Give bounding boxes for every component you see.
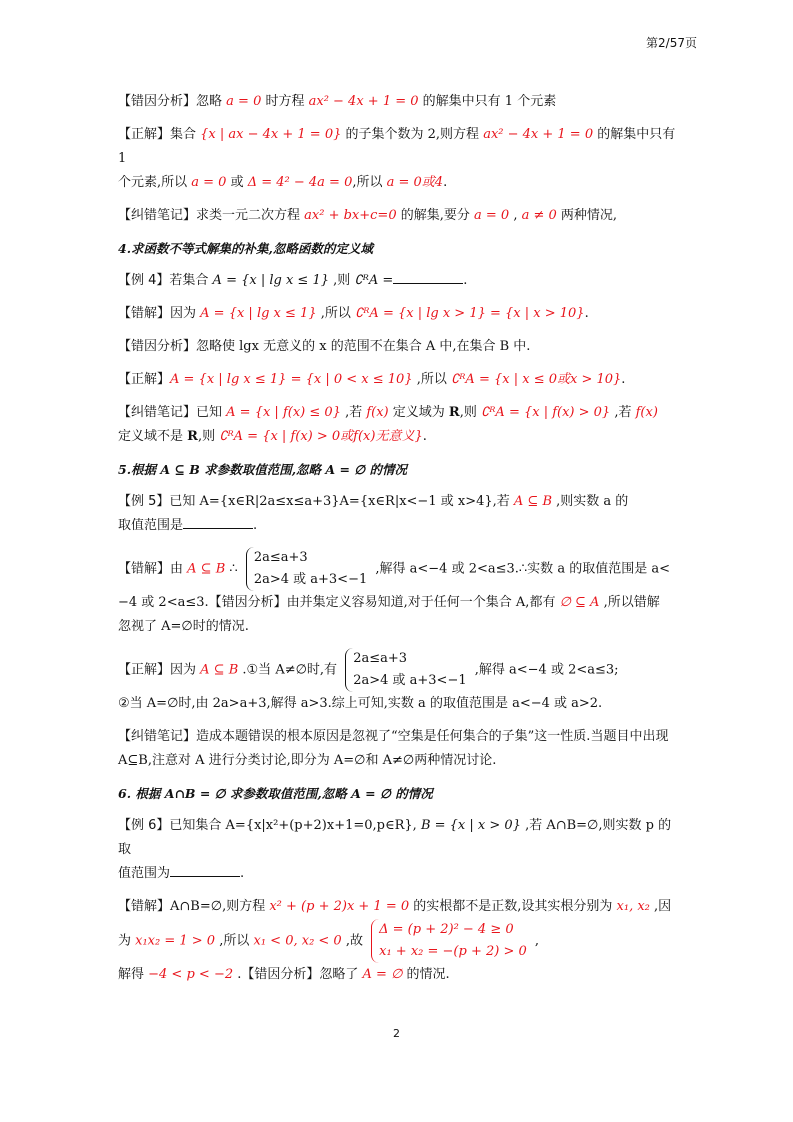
error-cause-4: 【错因分析】忽略使 lgx 无意义的 x 的范围不在集合 A 中,在集合 B 中. <box>118 339 531 354</box>
page-header: 第2/57页 <box>646 36 697 50</box>
example-6: 【例 6】已知集合 A={x|x²+(p+2)x+1=0,p∈R}, B = {x | x > 0} ,若 A∩B=∅,则实数 p 的取 值范围为 . <box>118 818 672 881</box>
answer-blank <box>393 269 463 284</box>
condition-system: Δ = (p + 2)² − 4 ≥ 0 x₁ + x₂ = −(p + 2) > 0 <box>371 919 527 963</box>
correct-solution-paragraph: 【正解】集合 {x | ax − 4x + 1 = 0} 的子集个数为 2,则方程 ax² − 4x + 1 = 0 的解集中只有 1 个元素,所以 a = 0 或 Δ = 4² − 4a = 0,所以 a = 0或4. <box>118 127 676 190</box>
inequality-system: 2a≤a+3 2a>4 或 a+3<−1 <box>246 547 367 591</box>
answer-blank <box>183 514 253 529</box>
correction-note-4: 【纠错笔记】已知 A = {x | f(x) ≤ 0} ,若 f(x) 定义域为 R,则 ∁ᴿA = {x | f(x) > 0} ,若 f(x) 定义域不是 R,则 ∁ᴿA = {x | f(x) > 0或f(x)无意义}. <box>118 405 658 444</box>
section-heading-4: 4.求函数不等式解集的补集,忽略函数的定义域 <box>118 241 373 256</box>
inequality-system: 2a≤a+3 2a>4 或 a+3<−1 <box>345 648 466 692</box>
correction-note-paragraph: 【纠错笔记】求类一元二次方程 ax² + bx+c=0 的解集,要分 a = 0 , a ≠ 0 两种情况, <box>118 208 618 223</box>
correct-solution-4: 【正解】A = {x | lg x ≤ 1} = {x | 0 < x ≤ 10} ,所以 ∁ᴿA = {x | x ≤ 0或x > 10}. <box>118 372 626 387</box>
correct-solution-5: 【正解】因为 A ⊆ B .①当 A≠∅时,有 2a≤a+3 2a>4 或 a+3<−1 ,解得 a<−4 或 2<a≤3; ②当 A=∅时,由 2a>a+3,解得 a>3.综上可知,实数 a 的取值范围是 a<−4 或 a>2. <box>118 648 678 716</box>
correction-note-5: 【纠错笔记】造成本题错误的根本原因是忽视了“空集是任何集合的子集”这一性质.当题目中出现 A⊆B,注意对 A 进行分类讨论,即分为 A=∅和 A≠∅两种情况讨论. <box>118 729 669 768</box>
page-number: 2 <box>393 1027 400 1040</box>
answer-blank <box>170 862 240 877</box>
example-5: 【例 5】已知 A={x∈R|2a≤x≤a+3}A={x∈R|x<−1 或 x>4},若 A ⊆ B ,则实数 a 的 取值范围是 . <box>118 494 629 533</box>
wrong-solution-4: 【错解】因为 A = {x | lg x ≤ 1} ,所以 ∁ᴿA = {x | lg x > 1} = {x | x > 10}. <box>118 306 589 321</box>
error-analysis-paragraph: 【错因分析】忽略 a = 0 时方程 ax² − 4x + 1 = 0 的解集中只有 1 个元素 <box>118 94 557 109</box>
document-body <box>118 90 678 996</box>
wrong-solution-6: 【错解】A∩B=∅,则方程 x² + (p + 2)x + 1 = 0 的实根都不是正数,设其实根分别为 x₁, x₂ ,因 为 x₁x₂ = 1 > 0 ,所以 x₁ < 0, x₂ < 0 ,故 Δ = (p + 2)² − 4 ≥ 0 x₁ + x₂ = −(p + 2) > 0 , 解得 −4 < p < −2 .【错因分析】忽略了 A = ∅ 的情况. <box>118 899 672 982</box>
example-4: 【例 4】若集合 A = {x | lg x ≤ 1} ,则 ∁ᴿA = . <box>118 269 678 293</box>
section-heading-6: 6. 根据 A∩B = ∅ 求参数取值范围,忽略 A = ∅ 的情况 <box>118 786 433 801</box>
wrong-solution-5: 【错解】由 A ⊆ B ∴ 2a≤a+3 2a>4 或 a+3<−1 ,解得 a<−4 或 2<a≤3.∴实数 a 的取值范围是 a< −4 或 2<a≤3.【错因分析】由并集定义容易知道,对于任何一个集合 A,都有 ∅ ⊆ A ,所以错解 忽视了 A=∅时的情况. <box>118 547 678 639</box>
section-heading-5: 5.根据 A ⊆ B 求参数取值范围,忽略 A = ∅ 的情况 <box>118 462 408 477</box>
